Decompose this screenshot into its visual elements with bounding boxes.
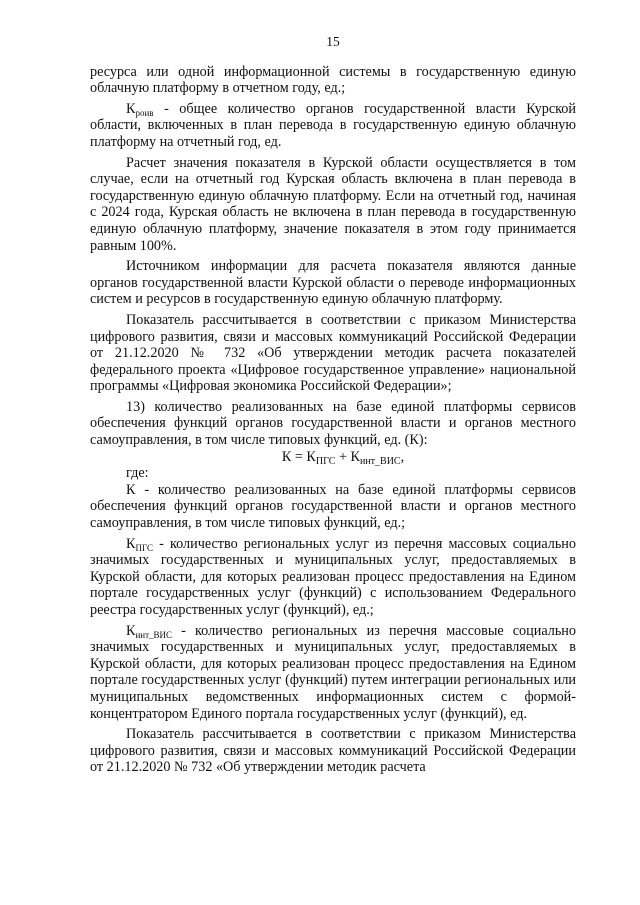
paragraph-continuation: ресурса или одной информационной системы в государственную единую облачную платформу в отчетном году, ед.; <box>90 63 576 97</box>
symbol-k: К <box>126 535 136 552</box>
paragraph-item-13: 13) количество реализованных на базе единой платформы сервисов обеспечения функций органов государственной власти и органов местного самоуправления, в том числе типовых функций, ед. (К): <box>90 398 576 449</box>
definition-text: - количество региональных из перечня массовые социально значимых государственных и муниципальных услуг, предоставляемых в Курской области, для которых реализован процесс предоставления на Едином портале государственных услуг (функций) путем интеграции региональных или муниципальных ведомственных информационных систем с формой-концентратором Единого портала государственных услуг (функций), ед. <box>90 622 576 722</box>
paragraph-calculation-condition: Расчет значения показателя в Курской области осуществляется в том случае, если на отчетный год Курская область включена в план перевода в государственную единую облачную платформу. Если на отчетный год, начиная с 2024 года, Курская область не включена в план перевода в государственную единую облачную платформу, значение показателя в этом году принимается равным 100%. <box>90 154 576 254</box>
subscript-pgs: ПГС <box>135 542 154 553</box>
page-number: 15 <box>326 34 340 49</box>
subscript-int-vis: инт_ВИС <box>135 629 173 640</box>
subscript-roiv: роив <box>135 107 154 118</box>
formula: $К = К_{ПГС} + К_{инт\_ВИС}$, <box>281 448 405 467</box>
formula-subscript-pgs: ПГС <box>315 455 336 467</box>
paragraph-k-int-vis-definition <box>90 623 576 723</box>
paragraph-information-source: Источником информации для расчета показателя являются данные органов государственной власти Курской области о переводе информационных систем и ресурсов в государственную единую облачную платформу. <box>90 258 576 308</box>
paragraph-order-reference: Показатель рассчитывается в соответствии с приказом Министерства цифрового развития, связи и массовых коммуникаций Российской Федерации от 21.12.2020 № 732 «Об утверждении методик расчета показателей федерального проекта «Цифровое государственное управление» национальной программы «Цифровая экономика Российской Федерации»; <box>90 311 576 395</box>
definition-text: - количество региональных услуг из перечня массовых социально значимых государственных и муниципальных услуг, предоставляемых в Курской области, для которых реализован процесс предоставления на Едином портале государственных услуг (функций) с использованием Федерального реестра государственных услуг (функций), ед.; <box>90 535 576 618</box>
paragraph-k-roiv-definition <box>90 101 576 151</box>
where-label: где: <box>126 465 149 482</box>
document-page <box>90 34 576 780</box>
definition-text: - общее количество органов государственной власти Курской области, включенных в план перевода в государственную единую облачную платформу на отчетный год, ед. <box>90 100 576 150</box>
paragraph-k-pgs-definition <box>90 536 576 619</box>
symbol-k: К <box>126 100 136 117</box>
formula-subscript-int-vis: инт_ВИС <box>359 455 401 467</box>
paragraph-order-reference-2: Показатель рассчитывается в соответствии с приказом Министерства цифрового развития, связи и массовых коммуникаций Российской Федерации от 21.12.2020 № 732 «Об утверждении методик расчета <box>90 726 576 776</box>
symbol-k: К <box>126 622 136 639</box>
paragraph-k-definition: К - количество реализованных на базе единой платформы сервисов обеспечения функций органов государственной власти и органов местного самоуправления, в том числе типовых функций, ед.; <box>90 481 576 532</box>
